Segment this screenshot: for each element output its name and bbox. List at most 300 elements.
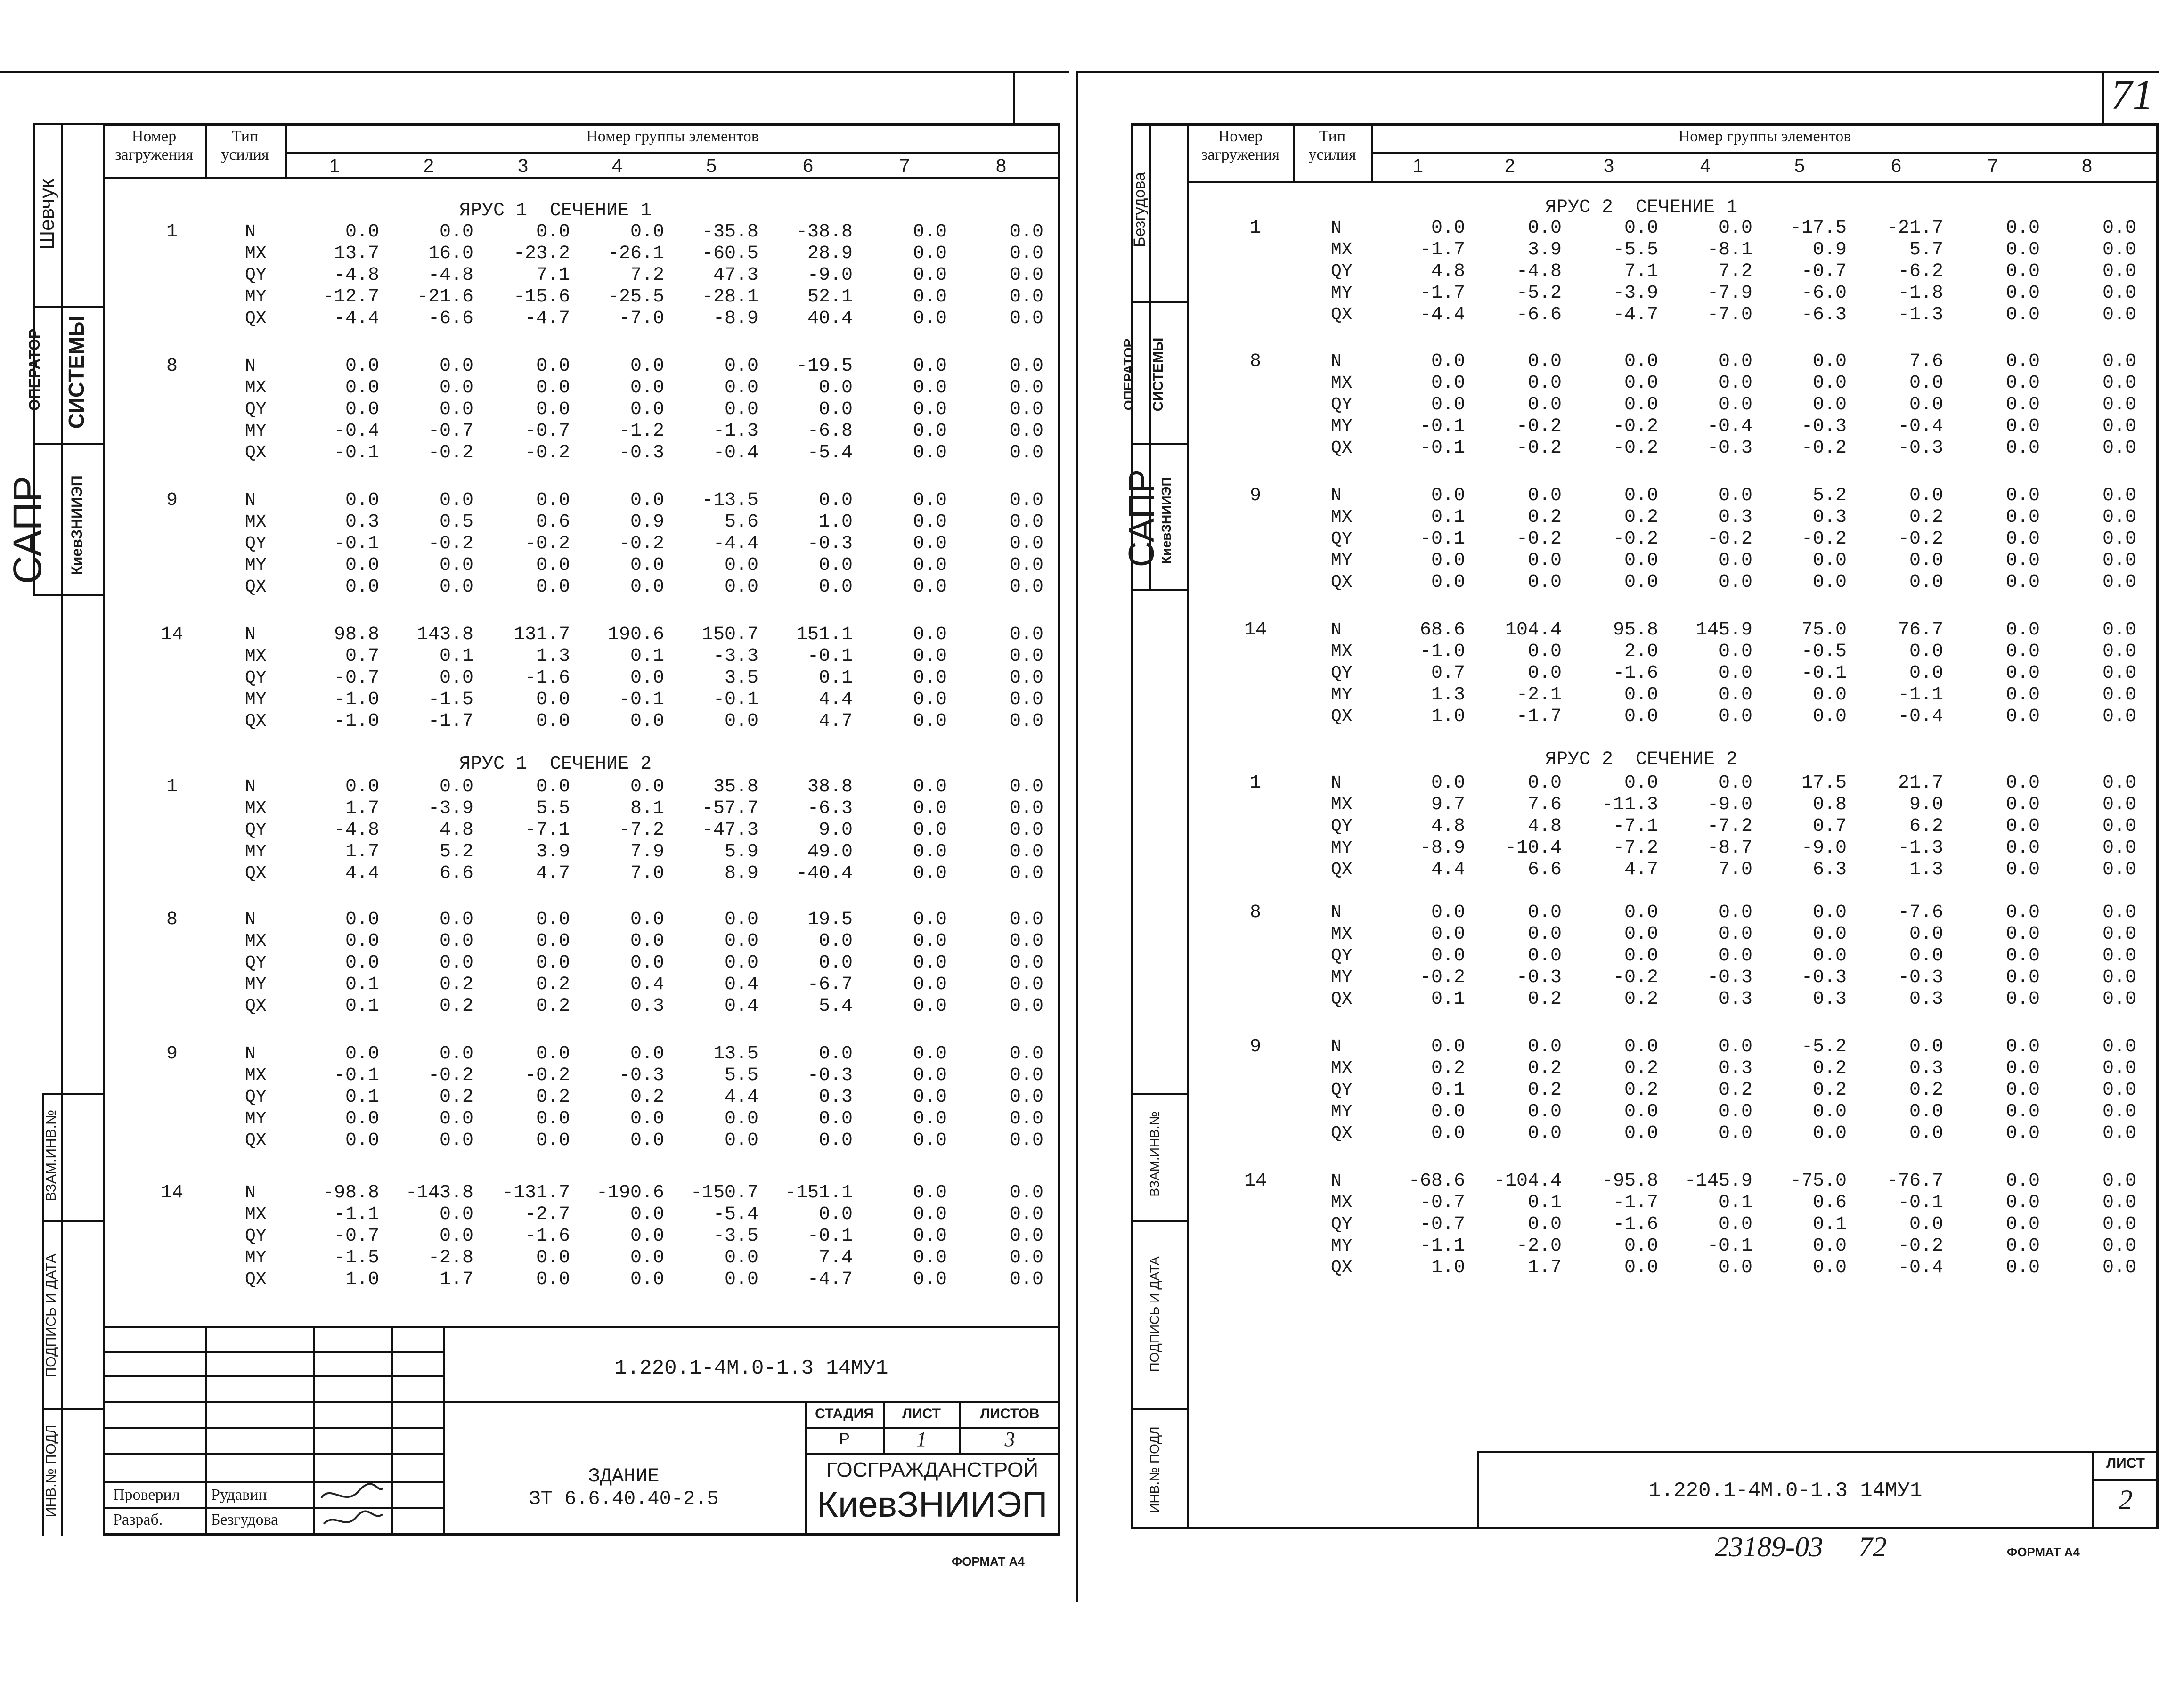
left-sheets-label: ЛИСТОВ [980, 1406, 1040, 1422]
value-cell: 0.0 [1812, 1257, 1847, 1278]
value-cell: 0.0 [913, 996, 947, 1017]
value-cell: 0.0 [1009, 667, 1043, 689]
value-cell: 0.0 [1909, 485, 1943, 506]
value-cell: -0.2 [1707, 528, 1752, 550]
value-cell: 0.0 [913, 512, 947, 533]
force-label: MY [1331, 1236, 1353, 1256]
force-label: MX [1331, 795, 1353, 815]
left-name-label: Шевчук [35, 179, 58, 250]
value-cell: 0.0 [2102, 684, 2136, 706]
value-cell: 0.0 [1527, 572, 1562, 593]
value-cell: 0.0 [536, 399, 570, 420]
value-cell: 0.0 [2005, 1257, 2040, 1278]
value-cell: -0.7 [1801, 261, 1847, 282]
load-number: 8 [1249, 351, 1261, 372]
value-cell: -0.2 [1898, 1236, 1943, 1257]
value-cell: 0.0 [818, 399, 853, 420]
value-cell: -0.1 [1419, 416, 1465, 437]
value-cell: -1.3 [1898, 837, 1943, 859]
value-cell: 0.0 [1909, 572, 1943, 593]
value-cell: 0.0 [1431, 1123, 1465, 1144]
force-label: QX [1331, 989, 1353, 1009]
header-col-div1 [205, 123, 207, 177]
value-cell: 0.2 [1718, 1080, 1752, 1101]
value-cell: -5.2 [1516, 283, 1562, 304]
force-label: N [245, 1183, 256, 1203]
value-cell: 0.0 [2102, 218, 2136, 239]
value-cell: 0.2 [1527, 989, 1562, 1010]
value-cell: 0.0 [1718, 1123, 1752, 1144]
force-label: QX [245, 443, 267, 463]
value-cell: -0.1 [1419, 528, 1465, 550]
value-cell: 0.0 [2102, 550, 2136, 571]
value-cell: 0.9 [1812, 239, 1847, 260]
value-cell: 0.0 [630, 490, 664, 511]
value-cell: 0.0 [1624, 945, 1658, 967]
value-cell: 0.4 [724, 996, 758, 1017]
value-cell: -7.6 [1898, 902, 1943, 923]
value-cell: 16.0 [428, 243, 473, 264]
force-label: QX [1331, 438, 1353, 458]
value-cell: -4.4 [1419, 304, 1465, 325]
value-cell: 0.0 [818, 931, 853, 952]
value-cell: 5.2 [1812, 485, 1847, 506]
value-cell: 0.0 [1431, 902, 1465, 923]
value-cell: -21.7 [1886, 218, 1943, 239]
force-label: MY [245, 1109, 267, 1129]
force-label: QX [245, 711, 267, 732]
value-cell: 0.0 [345, 776, 379, 797]
value-cell: -2.0 [1516, 1236, 1562, 1257]
value-cell: -0.2 [619, 533, 664, 554]
value-cell: 131.7 [513, 624, 570, 645]
value-cell: -0.2 [524, 533, 570, 554]
value-cell: 0.0 [2102, 706, 2136, 727]
value-cell: 9.7 [1431, 794, 1465, 815]
load-number: 14 [160, 624, 183, 645]
value-cell: -0.5 [1801, 641, 1847, 662]
value-cell: -4.8 [334, 820, 379, 841]
value-cell: 4.7 [818, 711, 853, 732]
value-cell: 0.0 [1718, 924, 1752, 945]
force-label: QY [245, 1087, 267, 1107]
left-title-line2: ЗТ 6.6.40.40-2.5 [529, 1488, 719, 1510]
value-cell: 0.0 [345, 1043, 379, 1065]
value-cell: 95.8 [1613, 619, 1658, 641]
value-cell: 0.0 [1009, 909, 1043, 930]
value-cell: -0.1 [1707, 1236, 1752, 1257]
value-cell: 0.0 [2005, 1058, 2040, 1079]
value-cell: 0.0 [913, 533, 947, 554]
value-cell: 0.0 [2102, 1101, 2136, 1122]
value-cell: 0.0 [630, 399, 664, 420]
value-cell: 0.0 [913, 974, 947, 995]
value-cell: -190.6 [596, 1182, 664, 1203]
value-cell: 0.0 [1718, 394, 1752, 415]
value-cell: 13.5 [713, 1043, 758, 1065]
value-cell: 0.0 [724, 1130, 758, 1151]
value-cell: 5.5 [536, 798, 570, 819]
value-cell: 0.0 [630, 221, 664, 243]
value-cell: 0.2 [439, 974, 473, 995]
value-cell: -21.6 [416, 286, 473, 308]
value-cell: 0.0 [1431, 945, 1465, 967]
value-cell: 0.2 [536, 974, 570, 995]
load-number: 8 [166, 356, 178, 377]
right-col-5: 5 [1794, 155, 1805, 176]
value-cell: -9.0 [1707, 794, 1752, 815]
value-cell: 0.8 [1812, 794, 1847, 815]
value-cell: 0.0 [2005, 1123, 2040, 1144]
value-cell: 0.0 [630, 1108, 664, 1130]
force-label: MX [1331, 507, 1353, 528]
value-cell: 3.9 [1527, 239, 1562, 260]
value-cell: 0.7 [1431, 663, 1465, 684]
load-number: 1 [1249, 772, 1261, 794]
force-label: MY [1331, 838, 1353, 858]
value-cell: 0.0 [2005, 438, 2040, 459]
section-title: ЯРУС 1 СЕЧЕНИЕ 1 [459, 200, 652, 221]
load-number: 14 [1244, 619, 1267, 641]
value-cell: 0.0 [536, 909, 570, 930]
value-cell: 0.0 [1624, 1236, 1658, 1257]
value-cell: -1.1 [334, 1204, 379, 1225]
value-cell: 38.8 [807, 776, 853, 797]
value-cell: -23.2 [513, 243, 570, 264]
value-cell: 0.0 [913, 1087, 947, 1108]
force-label: QX [1331, 860, 1353, 880]
value-cell: 0.0 [913, 820, 947, 841]
value-cell: 0.0 [345, 221, 379, 243]
force-label: N [1331, 773, 1342, 793]
force-label: QX [1331, 305, 1353, 325]
value-cell: -0.3 [1898, 967, 1943, 988]
value-cell: 0.0 [1718, 1036, 1752, 1057]
value-cell: 0.0 [630, 555, 664, 576]
value-cell: 0.0 [1718, 550, 1752, 571]
value-cell: 7.2 [1718, 261, 1752, 282]
value-cell: 0.0 [913, 221, 947, 243]
value-cell: -2.7 [524, 1204, 570, 1225]
value-cell: 0.0 [536, 577, 570, 598]
value-cell: 0.0 [1009, 798, 1043, 819]
value-cell: 0.0 [2005, 663, 2040, 684]
value-cell: 0.0 [2005, 1101, 2040, 1122]
value-cell: 0.2 [1624, 507, 1658, 528]
value-cell: -6.0 [1801, 283, 1847, 304]
load-number: 9 [166, 1043, 178, 1065]
value-cell: 0.0 [536, 221, 570, 243]
value-cell: 0.0 [818, 555, 853, 576]
value-cell: 0.0 [1718, 1257, 1752, 1278]
value-cell: 0.0 [913, 243, 947, 264]
archive-number: 23189-03 [1715, 1531, 1823, 1562]
force-label: N [245, 910, 256, 930]
rs-h1 [2092, 1479, 2159, 1481]
value-cell: 0.0 [1431, 373, 1465, 394]
value-cell: -8.9 [713, 308, 758, 329]
force-label: MY [245, 421, 267, 441]
value-cell: 0.0 [724, 1269, 758, 1290]
left-col-8: 8 [995, 155, 1007, 176]
left-developed-label: Разраб. [113, 1511, 163, 1529]
value-cell: 0.0 [913, 421, 947, 442]
value-cell: 0.1 [345, 974, 379, 995]
value-cell: 0.0 [2005, 351, 2040, 372]
value-cell: 0.0 [536, 490, 570, 511]
value-cell: -38.8 [796, 221, 853, 243]
value-cell: 1.7 [1527, 1257, 1562, 1278]
value-cell: 0.0 [439, 952, 473, 974]
value-cell: -0.2 [1801, 528, 1847, 550]
value-cell: 0.0 [1718, 1214, 1752, 1235]
value-cell: -4.7 [524, 308, 570, 329]
value-cell: 98.8 [334, 624, 379, 645]
value-cell: 0.0 [1009, 1108, 1043, 1130]
value-cell: 0.0 [1624, 1257, 1658, 1278]
value-cell: 0.0 [536, 1247, 570, 1268]
value-cell: 0.0 [630, 1130, 664, 1151]
load-number: 9 [166, 490, 178, 511]
value-cell: 0.0 [1624, 902, 1658, 923]
value-cell: 4.7 [536, 863, 570, 884]
value-cell: 0.0 [345, 952, 379, 974]
value-cell: 0.0 [2005, 989, 2040, 1010]
value-cell: 4.8 [1527, 816, 1562, 837]
force-label: QY [1331, 663, 1353, 683]
rb-d2 [1131, 443, 1187, 445]
value-cell: -10.4 [1505, 837, 1562, 859]
value-cell: -6.3 [807, 798, 853, 819]
value-cell: 0.6 [536, 512, 570, 533]
value-cell: 0.0 [2005, 684, 2040, 706]
value-cell: -0.2 [1613, 438, 1658, 459]
value-cell: 0.0 [1009, 1087, 1043, 1108]
value-cell: 104.4 [1505, 619, 1562, 641]
value-cell: 0.1 [345, 1087, 379, 1108]
value-cell: 19.5 [807, 909, 853, 930]
value-cell: 0.0 [913, 1043, 947, 1065]
load-number: 8 [1249, 902, 1261, 923]
value-cell: 0.0 [1431, 1101, 1465, 1122]
value-cell: 0.0 [439, 667, 473, 689]
value-cell: 0.0 [1009, 1130, 1043, 1151]
value-cell: -75.0 [1790, 1171, 1847, 1192]
value-cell: 0.0 [1909, 1214, 1943, 1235]
value-cell: 0.0 [818, 577, 853, 598]
value-cell: -13.5 [701, 490, 758, 511]
value-cell: 0.7 [345, 646, 379, 667]
value-cell: 0.0 [1812, 684, 1847, 706]
value-cell: -4.8 [428, 265, 473, 286]
value-cell: 0.0 [1009, 577, 1043, 598]
value-cell: 0.0 [2102, 619, 2136, 641]
value-cell: 0.0 [1527, 351, 1562, 372]
load-number: 9 [1249, 485, 1261, 506]
value-cell: 0.0 [913, 555, 947, 576]
value-cell: -3.9 [428, 798, 473, 819]
value-cell: 0.0 [630, 356, 664, 377]
value-cell: 0.0 [913, 490, 947, 511]
force-label: MY [245, 1248, 267, 1268]
value-cell: 0.0 [1527, 902, 1562, 923]
value-cell: 0.0 [2102, 641, 2136, 662]
right-header-force: Тип усилия [1308, 128, 1356, 164]
value-cell: -1.1 [1898, 684, 1943, 706]
value-cell: -9.0 [807, 265, 853, 286]
left-kiev-label: КиевЗНИИЭП [68, 475, 85, 575]
value-cell: 0.0 [345, 577, 379, 598]
value-cell: -8.1 [1707, 239, 1752, 260]
value-cell: 76.7 [1898, 619, 1943, 641]
value-cell: 0.2 [1909, 1080, 1943, 1101]
value-cell: -7.2 [1707, 816, 1752, 837]
right-header-group: Номер группы элементов [1678, 128, 1851, 145]
left-checked-name: Рудавин [211, 1486, 267, 1504]
value-cell: 0.0 [818, 490, 853, 511]
value-cell: 52.1 [807, 286, 853, 308]
value-cell: 0.0 [2102, 528, 2136, 550]
right-corner-rule [2102, 71, 2104, 123]
value-cell: -0.1 [1419, 438, 1465, 459]
value-cell: 0.1 [1718, 1192, 1752, 1213]
value-cell: 0.0 [536, 776, 570, 797]
value-cell: 0.9 [630, 512, 664, 533]
value-cell: 0.0 [724, 711, 758, 732]
value-cell: 0.0 [536, 1130, 570, 1151]
value-cell: 0.0 [2102, 902, 2136, 923]
value-cell: 0.0 [1718, 218, 1752, 239]
right-sign-label: ПОДПИСЬ И ДАТА [1147, 1256, 1162, 1372]
value-cell: 0.0 [630, 1269, 664, 1290]
value-cell: 0.0 [345, 377, 379, 398]
value-cell: 0.2 [1624, 1058, 1658, 1079]
value-cell: 0.2 [439, 996, 473, 1017]
value-cell: 0.0 [913, 931, 947, 952]
value-cell: 17.5 [1801, 772, 1847, 794]
value-cell: 0.1 [439, 646, 473, 667]
value-cell: 0.0 [439, 490, 473, 511]
value-cell: 0.1 [345, 996, 379, 1017]
value-cell: 0.1 [1812, 1214, 1847, 1235]
value-cell: -0.3 [1707, 438, 1752, 459]
value-cell: 0.0 [1718, 772, 1752, 794]
value-cell: 0.0 [2102, 945, 2136, 967]
value-cell: 0.0 [2102, 1036, 2136, 1057]
value-cell: 0.4 [630, 974, 664, 995]
value-cell: 0.2 [1624, 989, 1658, 1010]
value-cell: -6.8 [807, 421, 853, 442]
value-cell: -0.7 [524, 421, 570, 442]
value-cell: 0.0 [913, 399, 947, 420]
value-cell: -1.5 [428, 689, 473, 710]
force-label: QX [245, 577, 267, 597]
value-cell: -0.4 [1707, 416, 1752, 437]
value-cell: 0.0 [724, 952, 758, 974]
left-stage-label: СТАДИЯ [815, 1406, 874, 1422]
value-cell: 3.5 [724, 667, 758, 689]
section-title: ЯРУС 2 СЕЧЕНИЕ 1 [1545, 197, 1738, 218]
force-label: MX [245, 1065, 267, 1086]
value-cell: 0.0 [2102, 924, 2136, 945]
rb-d4 [1131, 1093, 1187, 1095]
value-cell: 0.0 [2005, 218, 2040, 239]
value-cell: 0.0 [1812, 351, 1847, 372]
value-cell: 0.0 [2102, 1171, 2136, 1192]
force-label: QX [1331, 707, 1353, 727]
value-cell: 0.3 [345, 512, 379, 533]
value-cell: 0.0 [2005, 1236, 2040, 1257]
corner-rule [1013, 71, 1015, 123]
value-cell: 0.0 [1718, 373, 1752, 394]
value-cell: 0.0 [913, 265, 947, 286]
left-sheet-label: ЛИСТ [902, 1406, 941, 1422]
left-col-5: 5 [706, 155, 717, 176]
stamp-h3 [103, 1401, 1060, 1403]
value-cell: 0.0 [2005, 572, 2040, 593]
value-cell: 0.0 [1909, 550, 1943, 571]
value-cell: 0.0 [630, 1226, 664, 1247]
value-cell: -0.7 [1419, 1192, 1465, 1213]
value-cell: 0.0 [2102, 261, 2136, 282]
force-label: QY [245, 1226, 267, 1246]
value-cell: 0.5 [439, 512, 473, 533]
value-cell: -0.4 [1898, 706, 1943, 727]
left-system-label: СИСТЕМЫ [64, 315, 89, 429]
value-cell: 6.3 [1812, 859, 1847, 880]
value-cell: 0.0 [1527, 218, 1562, 239]
value-cell: 0.0 [2005, 1214, 2040, 1235]
value-cell: -57.7 [701, 798, 758, 819]
value-cell: -0.7 [428, 421, 473, 442]
value-cell: 0.0 [439, 577, 473, 598]
value-cell: 0.0 [536, 711, 570, 732]
force-label: MY [245, 690, 267, 710]
value-cell: 0.0 [2102, 1214, 2136, 1235]
left-col-1: 1 [329, 155, 340, 176]
value-cell: -0.1 [713, 689, 758, 710]
value-cell: 0.0 [2005, 1080, 2040, 1101]
value-cell: -0.2 [1613, 967, 1658, 988]
value-cell: -0.1 [807, 1226, 853, 1247]
value-cell: 0.0 [1009, 1065, 1043, 1086]
right-doc-code: 1.220.1-4M.0-1.3 14МУ1 [1648, 1479, 1923, 1503]
value-cell: 0.0 [536, 1269, 570, 1290]
value-cell: 0.0 [724, 909, 758, 930]
value-cell: 0.0 [1527, 1214, 1562, 1235]
force-label: MY [245, 555, 267, 576]
value-cell: -4.7 [1613, 304, 1658, 325]
left-col-7: 7 [899, 155, 910, 176]
force-label: N [245, 625, 256, 645]
value-cell: 0.7 [1812, 816, 1847, 837]
value-cell: 4.8 [439, 820, 473, 841]
left-col-6: 6 [802, 155, 814, 176]
force-label: MX [1331, 240, 1353, 260]
value-cell: 0.0 [913, 1182, 947, 1203]
value-cell: 0.3 [1718, 507, 1752, 528]
value-cell: 143.8 [416, 624, 473, 645]
value-cell: 7.4 [818, 1247, 853, 1268]
value-cell: 0.0 [1009, 512, 1043, 533]
value-cell: 0.0 [2005, 261, 2040, 282]
value-cell: 0.1 [818, 667, 853, 689]
value-cell: -0.3 [619, 1065, 664, 1086]
value-cell: -0.3 [807, 1065, 853, 1086]
force-label: QY [1331, 1080, 1353, 1100]
value-cell: 0.0 [2005, 967, 2040, 988]
value-cell: 145.9 [1695, 619, 1752, 641]
